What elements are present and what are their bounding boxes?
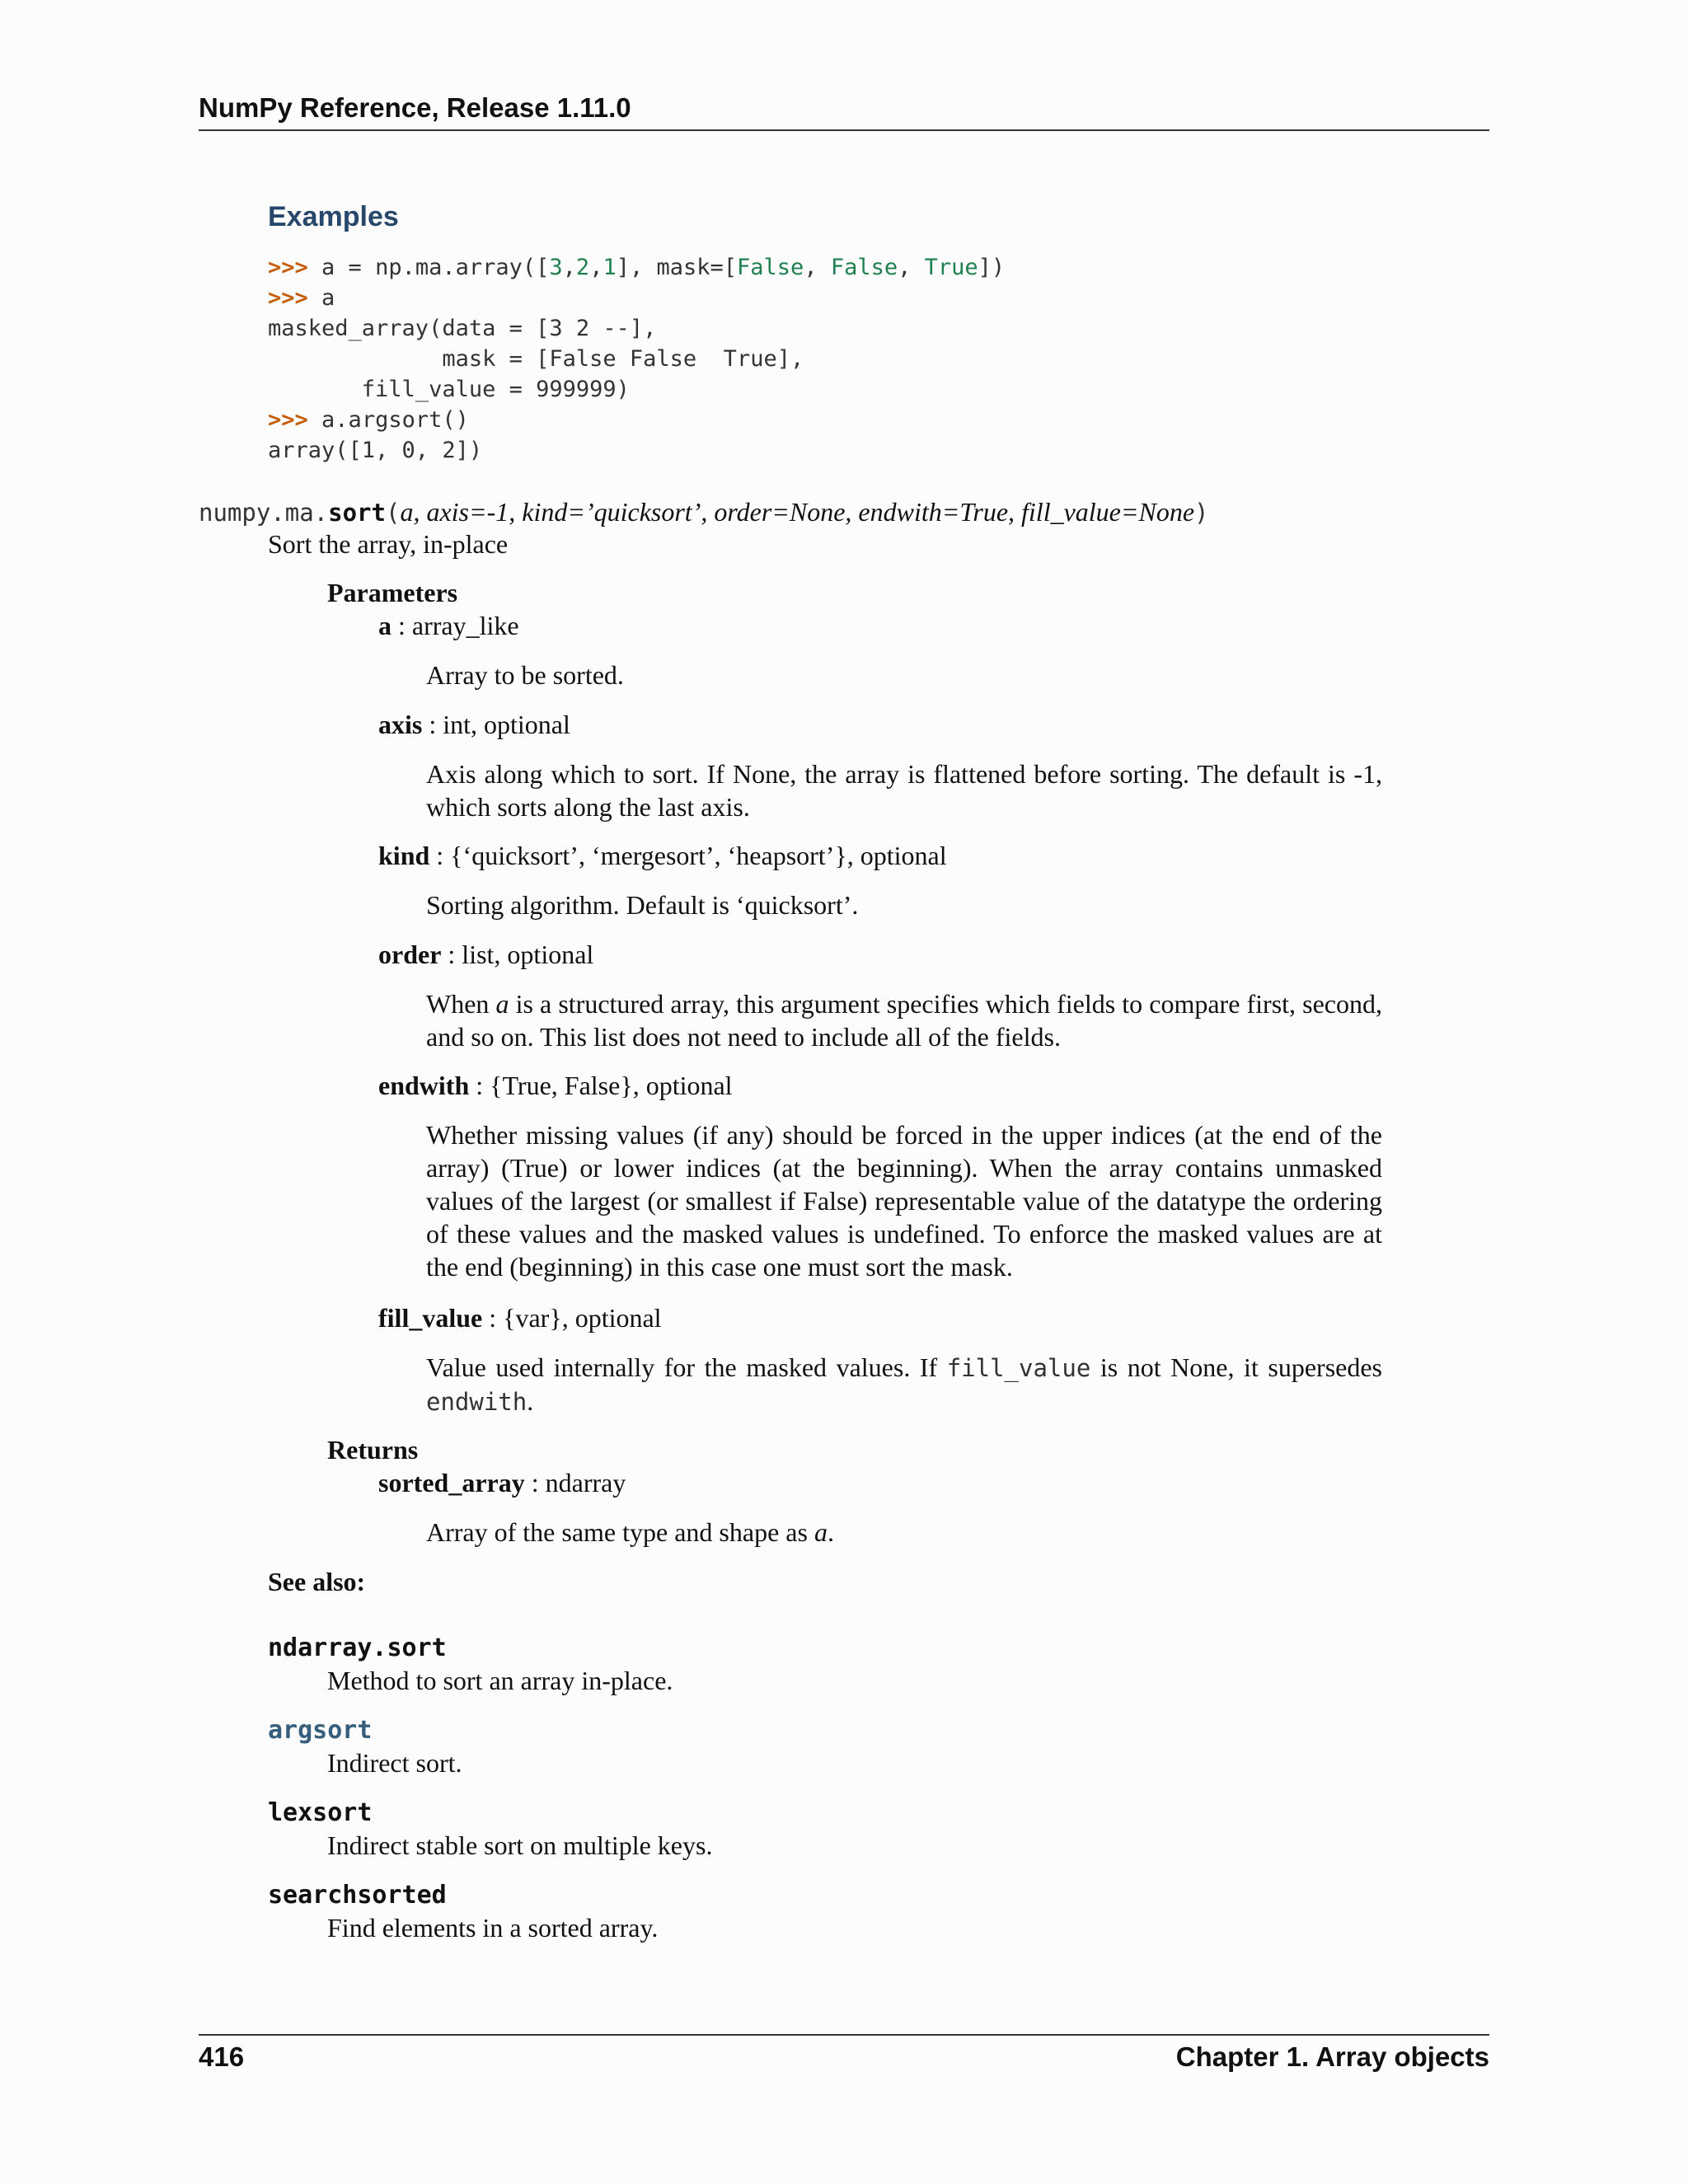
param-fill-value-term [378, 1301, 662, 1334]
page-number: 416 [199, 2041, 245, 2072]
code-keyword: True [924, 255, 978, 280]
param-name: order [378, 940, 442, 969]
desc-text: is a structured array, this argument specifies which fields to compare first, second, and so on. This list does not need to include all of the fields. [426, 989, 1383, 1052]
signature-params: a, axis=-1, kind=’quicksort’, order=None, endwith=True, fill_value=None [400, 497, 1195, 527]
examples-heading: Examples [268, 201, 399, 232]
param-name: axis [378, 710, 423, 739]
inline-code: fill_value [946, 1354, 1091, 1382]
function-summary: Sort the array, in-place [268, 529, 509, 559]
code-output: masked_array(data = [3 2 --], [268, 316, 657, 341]
signature-close-paren: ) [1194, 499, 1209, 527]
code-output: array([1, 0, 2]) [268, 438, 483, 463]
see-also-description: Indirect stable sort on multiple keys. [327, 1830, 713, 1860]
code-number: 1 [603, 255, 617, 280]
code-prompt: >>> [268, 285, 308, 311]
signature-function-name: sort [328, 499, 386, 527]
code-number: 3 [549, 255, 563, 280]
param-a-term [378, 609, 519, 642]
code-text: ], mask=[ [616, 255, 738, 280]
desc-emphasis: a [495, 989, 509, 1019]
param-order-description [426, 987, 1382, 1053]
see-also-argsort-link[interactable]: argsort [268, 1716, 373, 1745]
param-axis-description: Axis along which to sort. If None, the array is flattened before sorting. The default is -1, which sorts along the last axis. [426, 759, 1382, 822]
function-signature [199, 495, 1208, 529]
code-keyword: False [830, 255, 898, 280]
param-type: : array_like [392, 611, 519, 640]
footer-rule [199, 2034, 1489, 2036]
code-text: ]) [978, 255, 1006, 280]
see-also-description: Method to sort an array in-place. [327, 1666, 673, 1695]
see-also-searchsorted: searchsorted [268, 1881, 447, 1910]
param-kind-term [378, 839, 947, 872]
param-kind-description: Sorting algorithm. Default is ‘quicksort’. [426, 890, 859, 920]
code-prompt: >>> [268, 255, 308, 280]
code-number: 2 [575, 255, 590, 280]
param-type: : {‘quicksort’, ‘mergesort’, ‘heapsort’}, optional [429, 841, 947, 870]
code-prompt: >>> [268, 407, 308, 433]
returns-heading: Returns [327, 1435, 419, 1465]
returns-term [378, 1466, 626, 1499]
param-type: : {var}, optional [482, 1303, 662, 1333]
param-name: kind [378, 841, 430, 870]
code-text: a.argsort() [321, 407, 469, 433]
returns-description [426, 1516, 834, 1549]
return-name: sorted_array [378, 1468, 525, 1497]
code-text: , [589, 255, 603, 280]
see-also-description: Indirect sort. [327, 1748, 462, 1778]
desc-text: . [827, 1517, 834, 1547]
code-output: fill_value = 999999) [268, 377, 630, 402]
desc-text: Array of the same type and shape as [426, 1517, 814, 1547]
param-endwith-term [378, 1069, 733, 1102]
example-code-block [268, 252, 1005, 466]
running-header-title: NumPy Reference, Release 1.11.0 [199, 92, 631, 123]
see-also-heading: See also: [268, 1567, 366, 1596]
desc-emphasis: a [814, 1517, 828, 1547]
see-also-lexsort: lexsort [268, 1798, 373, 1827]
code-text: a = np.ma.array([ [321, 255, 550, 280]
param-type: : {True, False}, optional [469, 1071, 733, 1100]
parameters-heading: Parameters [327, 578, 458, 607]
return-type: : ndarray [524, 1468, 626, 1497]
param-a-description: Array to be sorted. [426, 660, 624, 690]
see-also-ndarray-sort: ndarray.sort [268, 1633, 447, 1662]
code-text: , [898, 255, 925, 280]
code-output: mask = [False False True], [268, 346, 804, 372]
code-text: , [804, 255, 831, 280]
code-text: , [562, 255, 576, 280]
param-name: a [378, 611, 392, 640]
param-type: : int, optional [422, 710, 570, 739]
signature-module: numpy.ma. [199, 499, 329, 527]
param-name: endwith [378, 1071, 470, 1100]
desc-text: Value used internally for the masked values. If [426, 1352, 947, 1382]
desc-text: When [426, 989, 496, 1019]
chapter-title: Chapter 1. Array objects [1175, 2041, 1489, 2072]
inline-code: endwith [426, 1388, 528, 1416]
see-also-description: Find elements in a sorted array. [327, 1913, 659, 1943]
desc-text: is not None, it supersedes [1090, 1352, 1383, 1382]
param-axis-term [378, 708, 570, 741]
param-type: : list, optional [441, 940, 594, 969]
code-keyword: False [737, 255, 804, 280]
signature-open-paren: ( [385, 499, 401, 527]
param-order-term [378, 938, 593, 971]
header-rule [199, 129, 1489, 131]
param-fill-value-description [426, 1351, 1382, 1418]
desc-text: . [527, 1386, 534, 1416]
param-endwith-description: Whether missing values (if any) should be forced in the upper indices (at the end of the array) (True) or lower indices (at the beginning). When the array contains unmasked values of the largest (or smallest if False) representable value of the datatype the ordering of these values and the masked values is undefined. To enforce the masked values are at the end (beginning) in this case one must sort the mask. [426, 1120, 1382, 1282]
code-text: a [321, 285, 335, 311]
param-name: fill_value [378, 1303, 483, 1333]
